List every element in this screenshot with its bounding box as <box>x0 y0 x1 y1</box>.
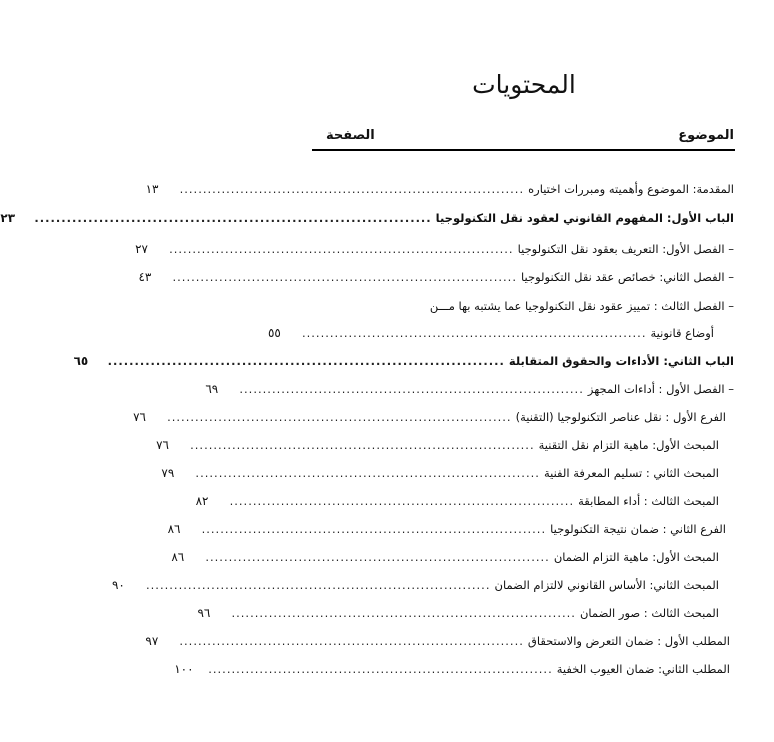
toc-entry-title: الباب الثاني: الأداءات والحقوق المتقابلة <box>508 354 734 368</box>
toc-row[interactable] <box>205 376 734 396</box>
toc-entry-title: المطلب الثاني: ضمان العيوب الخفية <box>556 662 730 676</box>
toc-page-number: ٨٢ <box>195 494 209 508</box>
toc-page-number: ٢٧ <box>135 242 148 256</box>
toc-entry-title: الفرع الأول : نقل عناصر التكنولوجيا (التقنية) <box>515 410 726 424</box>
toc-leader: .......................................................................... <box>201 522 547 536</box>
toc-leader: .......................................................................... <box>172 270 517 284</box>
toc-row[interactable] <box>111 572 719 592</box>
toc-page-number: ٧٦ <box>156 438 169 452</box>
header-divider <box>312 149 735 151</box>
toc-row[interactable] <box>334 293 734 313</box>
toc-page-number: ٢٣ <box>0 211 16 225</box>
toc-row[interactable] <box>73 348 734 368</box>
toc-row[interactable] <box>145 628 730 648</box>
toc-page-number: ١٠٠ <box>174 662 194 676</box>
toc-leader: .......................................................................... <box>34 211 432 225</box>
toc-leader: .......................................................................... <box>301 326 647 340</box>
toc-leader: .......................................................................... <box>179 182 525 196</box>
toc-entry-title: – الفصل الأول : أداءات المجهز <box>587 382 734 396</box>
page-title: المحتويات <box>472 70 576 99</box>
toc-row[interactable] <box>156 432 719 452</box>
toc-row[interactable] <box>267 320 714 340</box>
toc-leader: .......................................................................... <box>145 578 491 592</box>
toc-page-number: ٧٩ <box>161 466 175 480</box>
toc-row[interactable] <box>138 264 734 284</box>
toc-page-number: ٨٦ <box>167 522 181 536</box>
toc-page-number: ٨٦ <box>171 550 185 564</box>
toc-row[interactable] <box>197 600 719 620</box>
toc-row[interactable] <box>171 544 719 564</box>
toc-page-number: ٩٠ <box>111 578 125 592</box>
toc-page-number: ٩٦ <box>197 606 211 620</box>
toc-row[interactable] <box>0 205 734 225</box>
toc-leader: .......................................................................... <box>239 382 584 396</box>
toc-page-number: ٤٣ <box>138 270 152 284</box>
toc-entry-title: المبحث الثاني: الأساس القانوني لالتزام الضمان <box>494 578 719 592</box>
topic-column-header: الموضوع <box>678 128 734 143</box>
toc-entry-title: المبحث الثالث : أداء المطابقة <box>578 494 719 508</box>
toc-entry-title: الفرع الثاني : ضمان نتيجة التكنولوجيا <box>550 522 726 536</box>
toc-entry-title: – الفصل الأول: التعريف بعقود نقل التكنولوجيا <box>517 242 734 256</box>
toc-leader: .......................................................................... <box>195 466 540 480</box>
toc-page-number: ١٣ <box>145 182 159 196</box>
toc-entry-title: المقدمة: الموضوع وأهميته ومبررات اختياره <box>528 182 734 196</box>
toc-entry-title: المبحث الثاني : تسليم المعرفة الفنية <box>543 466 719 480</box>
toc-entry-title: – الفصل الثالث : تمييز عقود نقل التكنولوجيا عما يشتبه بها مـــن <box>429 299 734 313</box>
toc-entry-title: – الفصل الثاني: خصائص عقد نقل التكنولوجيا <box>521 270 734 284</box>
page-column-header: الصفحة <box>326 128 375 143</box>
toc-page-number: ٦٩ <box>205 382 219 396</box>
toc-leader: .......................................................................... <box>190 438 535 452</box>
toc-entry-title: المبحث الثالث : صور الضمان <box>579 606 719 620</box>
toc-row[interactable] <box>133 404 726 424</box>
toc-leader: .......................................................................... <box>205 550 550 564</box>
toc-leader: .......................................................................... <box>167 410 512 424</box>
toc-row[interactable] <box>174 656 730 676</box>
toc-entry-title: أوضاع قانونية <box>650 326 714 340</box>
toc-row[interactable] <box>195 488 719 508</box>
toc-leader: .......................................................................... <box>229 494 575 508</box>
toc-leader: .......................................................................... <box>179 634 524 648</box>
toc-row[interactable] <box>145 176 734 196</box>
toc-entry-title: المبحث الأول: ماهية التزام نقل التقنية <box>538 438 719 452</box>
toc-page-number: ٧٦ <box>133 410 146 424</box>
toc-entry-title: المبحث الأول: ماهية التزام الضمان <box>553 550 719 564</box>
toc-leader: .......................................................................... <box>107 354 505 368</box>
toc-entry-title: المطلب الأول : ضمان التعرض والاستحقاق <box>527 634 730 648</box>
toc-leader: .......................................................................... <box>169 242 514 256</box>
toc-page-number: ٥٥ <box>267 326 281 340</box>
toc-page-number: ٩٧ <box>145 634 159 648</box>
toc-leader: .......................................................................... <box>208 662 553 676</box>
toc-leader: .......................................................................... <box>231 606 576 620</box>
toc-row[interactable] <box>135 236 734 256</box>
toc-row[interactable] <box>161 460 719 480</box>
toc-page-number: ٦٥ <box>73 354 89 368</box>
toc-entry-title: الباب الأول: المفهوم القانوني لعقود نقل التكنولوجيا <box>435 211 734 225</box>
toc-row[interactable] <box>167 516 726 536</box>
